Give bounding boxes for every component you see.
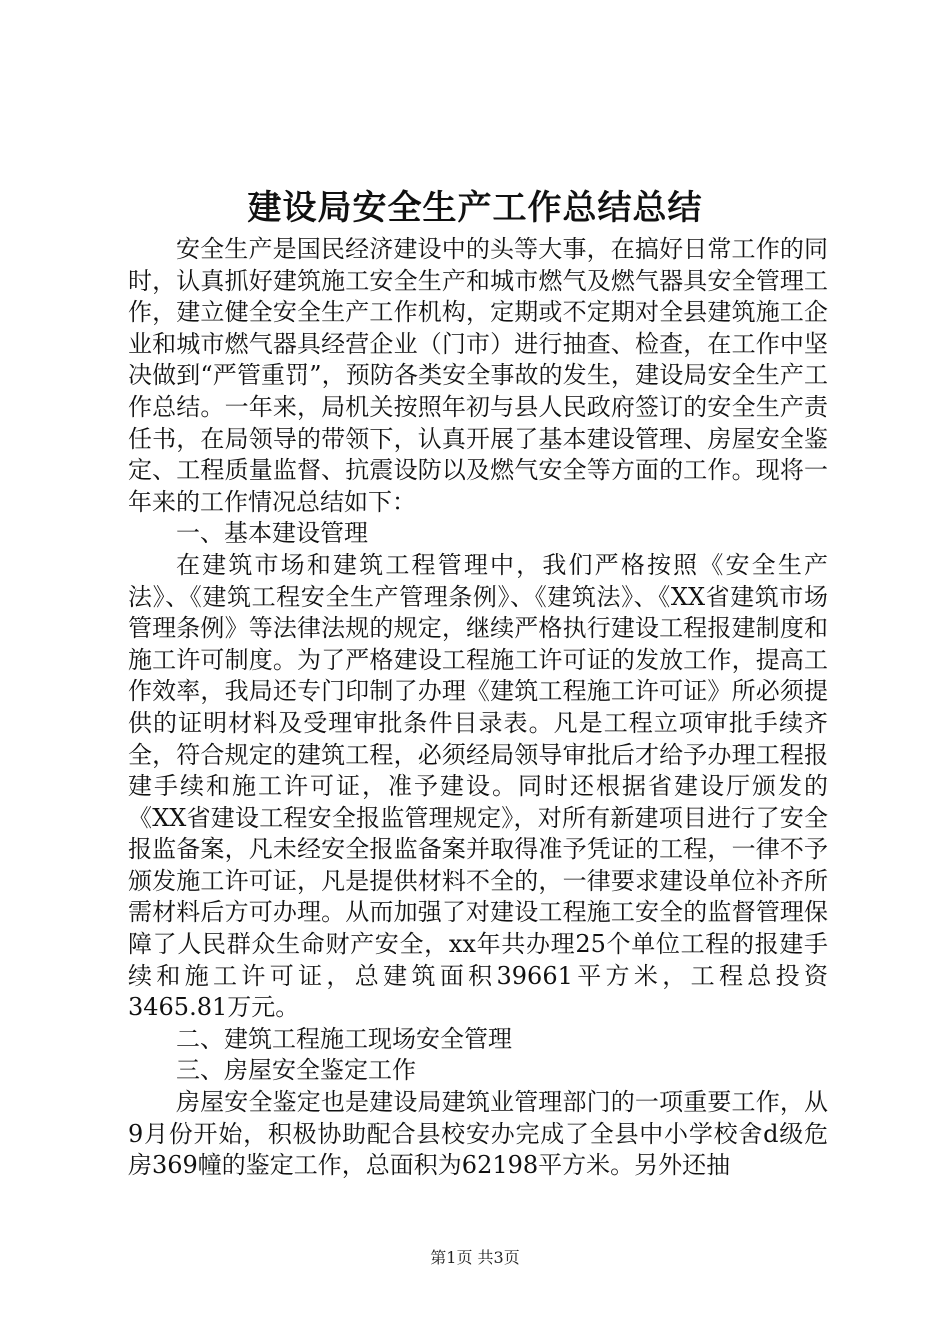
page-number-footer: 第1页 共3页 — [430, 1248, 520, 1267]
section-heading-3: 三、房屋安全鉴定工作 — [176, 1056, 416, 1085]
paragraph-section-1: 在建筑市场和建筑工程管理中，我们严格按照《安全生产法》、《建筑工程安全生产管理条例》、《建筑法》、《XX省建筑市场管理条例》等法律法规的规定，继续严格执行建设工程报建制度和施工许可制度。为了严格建设工程施工许可证的发放工作，提高工作效率，我局还专门印制了办理《建筑工程施工许可证》所必须提供的证明材料及受理审批条件目录表。凡是工程立项审批手续齐全，符合规定的建筑工程，必须经局领导审批后才给予办理工程报建手续和施工许可证，准予建设。同时还根据省建设厅颁发的《XX省建设工程安全报监管理规定》，对所有新建项目进行了安全报监备案，凡未经安全报监备案并取得准予凭证的工程，一律不予颁发施工许可证，凡是提供材料不全的，一律要求建设单位补齐所需材料后方可办理。从而加强了对建设工程施工安全的监督管理保障了人民群众生命财产安全，xx年共办理25个单位工程的报建手续和施工许可证，总建筑面积39661平方米，工程总投资3465.81万元。 — [128, 550, 828, 1022]
section-heading-1: 一、基本建设管理 — [176, 519, 368, 548]
paragraph-intro: 安全生产是国民经济建设中的头等大事，在搞好日常工作的同时，认真抓好建筑施工安全生产和城市燃气及燃气器具安全管理工作，建立健全安全生产工作机构，定期或不定期对全县建筑施工企业和城市燃气器具经营企业（门市）进行抽查、检查，在工作中坚决做到“严管重罚”，预防各类安全事故的发生，建设局安全生产工作总结。一年来，局机关按照年初与县人民政府签订的安全生产责任书，在局领导的带领下，认真开展了基本建设管理、房屋安全鉴定、工程质量监督、抗震设防以及燃气安全等方面的工作。现将一年来的工作情况总结如下： — [128, 235, 828, 516]
section-heading-2: 二、建筑工程施工现场安全管理 — [176, 1024, 512, 1053]
document-body — [128, 234, 828, 1182]
document-title: 建设局安全生产工作总结总结 — [247, 188, 703, 228]
paragraph-section-3: 房屋安全鉴定也是建设局建筑业管理部门的一项重要工作，从9月份开始，积极协助配合县校安办完成了全县中小学校舍d级危房369幢的鉴定工作，总面积为62198平方米。另外还抽 — [128, 1088, 828, 1180]
